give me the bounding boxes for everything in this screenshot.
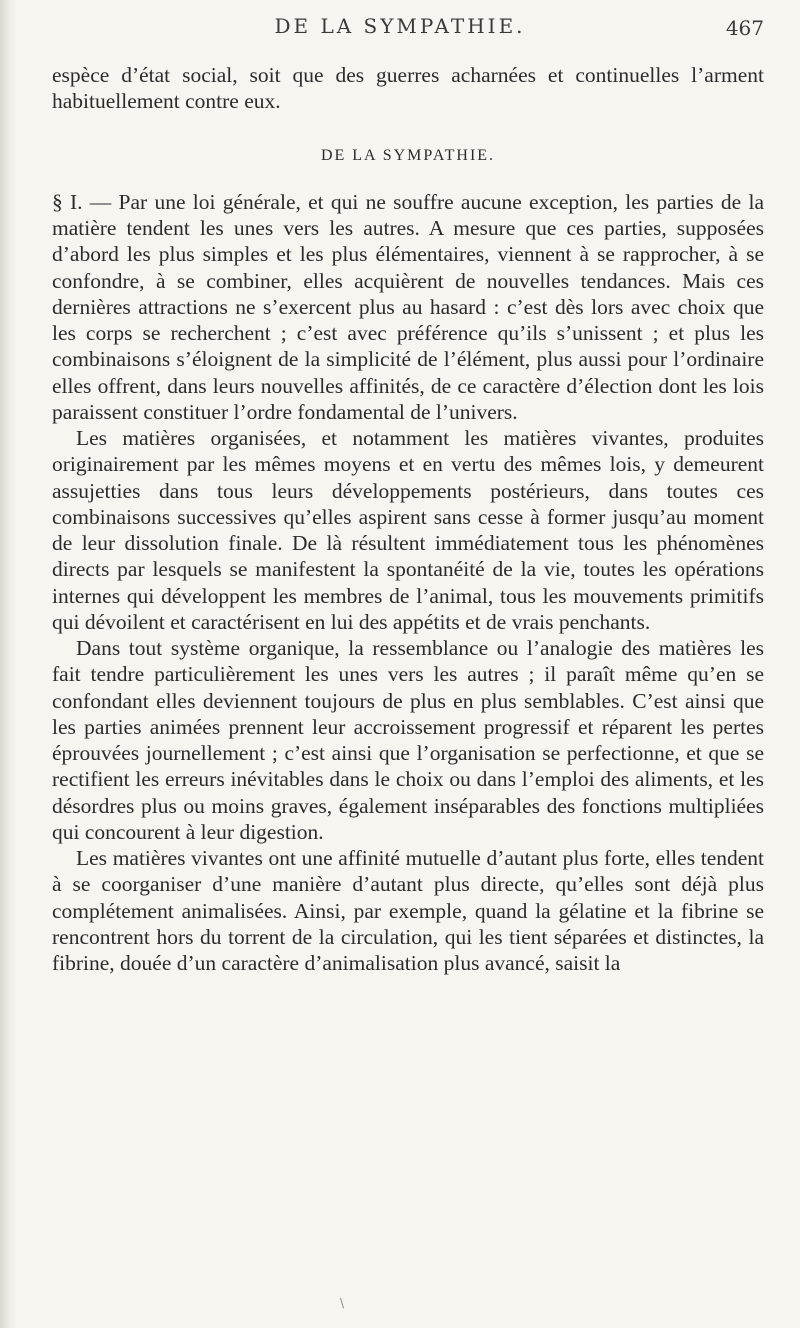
paragraph-2: Les matières organisées, et notamment les matières vivantes, produites originairement par les mêmes moyens et en vertu des mêmes lois, y demeurent assujetties dans tous leurs développements postérieurs, dans toutes ces combinaisons successives qu’elles aspirent sans cesse à former jusqu’au moment de leur dissolution finale. De là résultent immédiatement tous les phénomènes directs par lesquels se manifestent la spontanéité de la vie, toutes les opérations internes qui développent les membres de l’animal, tous les mouvements primitifs qui dévoilent et caractérisent en lui des appétits et de vrais penchants.	[52, 426, 764, 634]
running-title: DE LA SYMPATHIE.	[274, 14, 526, 38]
paragraph-4: Les matières vivantes ont une affinité mutuelle d’autant plus forte, elles tendent à se coorganiser d’une manière d’autant plus directe, qu’elles sont déjà plus complétement animalisées. Ainsi, par exemple, quand la gélatine et la fibrine se rencontrent hors du torrent de la circulation, qui les tient séparées et distinctes, la fibrine, douée d’un caractère d’animalisation plus avancé, saisit la	[52, 846, 764, 975]
section-heading: DE LA SYMPATHIE.	[320, 146, 496, 164]
paragraph-3: Dans tout système organique, la ressemblance ou l’analogie des matières les fait tendre particulièrement les unes vers les autres ; il paraît même qu’en se confondant elles deviennent toujours de plus en plus semblables. C’est ainsi que les parties animées prennent leur accroissement progressif et réparent les pertes éprouvées journellement ; c’est ainsi que l’organisation se perfectionne, et que se rectifient les erreurs inévitables dans le choix ou dans l’emploi des aliments, et les désordres plus ou moins graves, également inséparables des fonctions multipliées qui concourent à leur digestion.	[52, 636, 764, 844]
body-text	[52, 62, 764, 976]
paragraph-1: § I. — Par une loi générale, et qui ne souffre aucune exception, les parties de la matière tendent les unes vers les autres. A mesure que ces parties, supposées d’abord les plus simples et les plus élémentaires, viennent à se rapprocher, à se confondre, à se combiner, elles acquièrent de nouvelles tendances. Mais ces dernières attractions ne s’exercent plus au hasard : c’est dès lors avec choix que les corps se recherchent ; c’est avec préférence qu’ils s’unissent ; et plus les combinaisons s’éloignent de la simplicité de l’élément, plus aussi pour l’ordinaire elles offrent, dans leurs nouvelles affinités, de ce caractère d’élection dont les lois paraissent constituer l’ordre fondamental de l’univers.	[52, 189, 764, 424]
running-head	[36, 6, 764, 46]
stray-mark: \	[340, 1296, 345, 1310]
page-number: 467	[725, 16, 764, 40]
page-gutter-shadow	[0, 0, 16, 1328]
opening-paragraph: espèce d’état social, soit que des guerres acharnées et continuelles l’arment habituellement contre eux.	[52, 63, 764, 114]
